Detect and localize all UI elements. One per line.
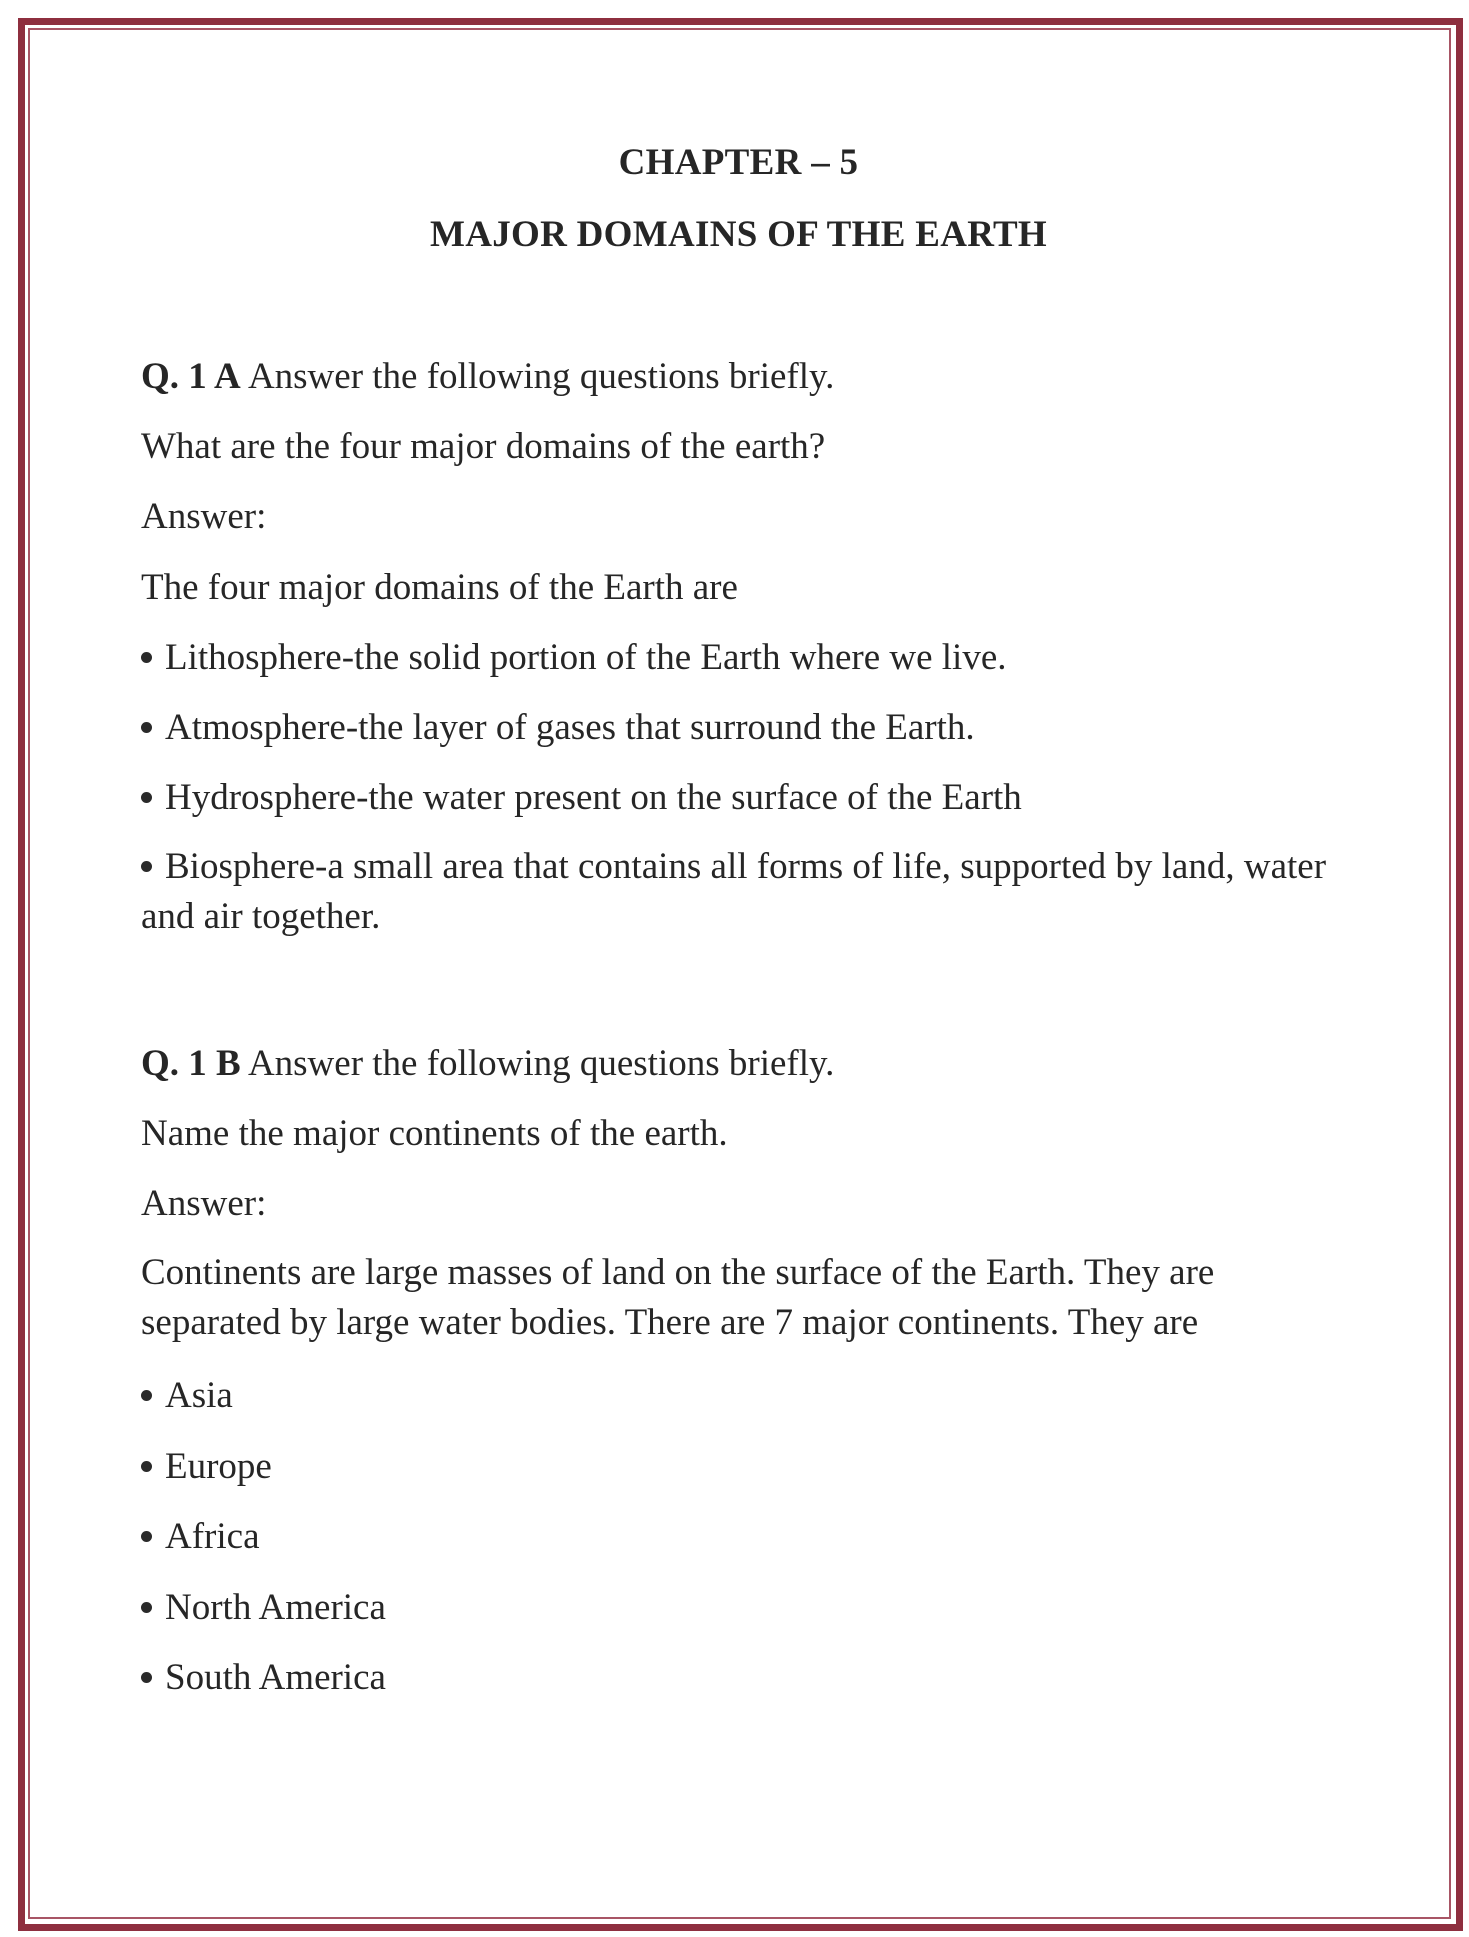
list-item: South America <box>141 1656 386 1699</box>
q1b-question: Name the major continents of the earth. <box>141 1113 728 1154</box>
bullet-icon <box>141 1531 152 1542</box>
bullet-icon <box>141 1672 152 1683</box>
chapter-label: CHAPTER – 5 <box>618 142 859 183</box>
bullet-icon <box>141 722 152 733</box>
q1a-instruction: Answer the following questions briefly. <box>247 356 835 397</box>
q1a-heading <box>141 355 834 398</box>
list-item: Atmosphere-the layer of gases that surround the Earth. <box>141 706 975 749</box>
q1b-answer-label: Answer: <box>141 1183 267 1224</box>
page-border-inner <box>28 28 1451 1919</box>
list-item: Biosphere-a small area that contains all forms of life, supported by land, water and air together. <box>141 846 1327 937</box>
q1b-instruction: Answer the following questions briefly. <box>247 1043 835 1084</box>
chapter-title: MAJOR DOMAINS OF THE EARTH <box>429 214 1048 255</box>
bullet-icon <box>141 652 152 663</box>
list-item: North America <box>141 1586 386 1629</box>
q1a-number: Q. 1 A <box>141 356 241 397</box>
list-item: Europe <box>141 1445 272 1488</box>
bullet-icon <box>141 1390 152 1401</box>
q1a-answer-intro: The four major domains of the Earth are <box>141 567 738 608</box>
q1b-answer-intro: Continents are large masses of land on the surface of the Earth. They are separated by large water bodies. There are 7 major continents. They are <box>141 1252 1215 1343</box>
bullet-icon <box>141 1602 152 1613</box>
q1a-question: What are the four major domains of the earth? <box>141 426 826 467</box>
q1b-number: Q. 1 B <box>141 1043 241 1084</box>
q1b-heading <box>141 1042 834 1085</box>
bullet-icon <box>141 861 152 872</box>
list-item: Hydrosphere-the water present on the surface of the Earth <box>141 776 1022 819</box>
bullet-icon <box>141 792 152 803</box>
bullet-icon <box>141 1461 152 1472</box>
list-item: Asia <box>141 1374 233 1417</box>
list-item: Africa <box>141 1515 260 1558</box>
q1a-answer-label: Answer: <box>141 496 267 537</box>
list-item: Lithosphere-the solid portion of the Earth where we live. <box>141 636 1007 679</box>
